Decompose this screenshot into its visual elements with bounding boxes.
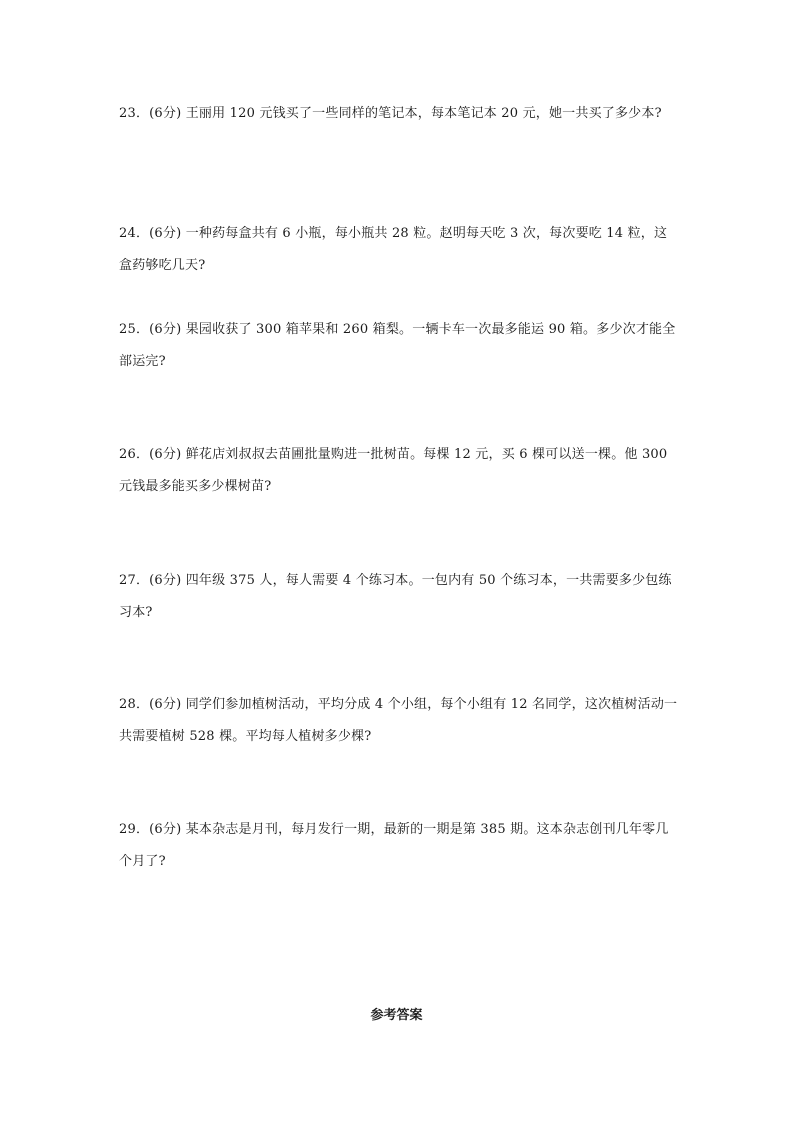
question-29: 29．(6分) 某本杂志是月刊，每月发行一期，最新的一期是第 385 期。这本杂志创刊几年零几个月了? [119,822,669,869]
question-25: 25．(6分) 果园收获了 300 箱苹果和 260 箱梨。一辆卡车一次最多能运 90 箱。多少次才能全部运完? [119,322,676,369]
question-27: 27．(6分) 四年级 375 人，每人需要 4 个练习本。一包内有 50 个练习本，一共需要多少包练习本? [119,573,672,620]
answer-key-heading: 参考答案 [370,1008,423,1023]
question-28: 28．(6分) 同学们参加植树活动，平均分成 4 个小组，每个小组有 12 名同学，这次植树活动一共需要植树 528 棵。平均每人植树多少棵? [119,697,678,744]
question-23: 23．(6分) 王丽用 120 元钱买了一些同样的笔记本，每本笔记本 20 元，她一共买了多少本? [119,106,662,121]
question-26: 26．(6分) 鲜花店刘叔叔去苗圃批量购进一批树苗。每棵 12 元，买 6 棵可以送一棵。他 300 元钱最多能买多少棵树苗? [119,447,668,494]
question-24: 24．(6分) 一种药每盒共有 6 小瓶，每小瓶共 28 粒。赵明每天吃 3 次，每次要吃 14 粒，这盒药够吃几天? [119,226,668,273]
